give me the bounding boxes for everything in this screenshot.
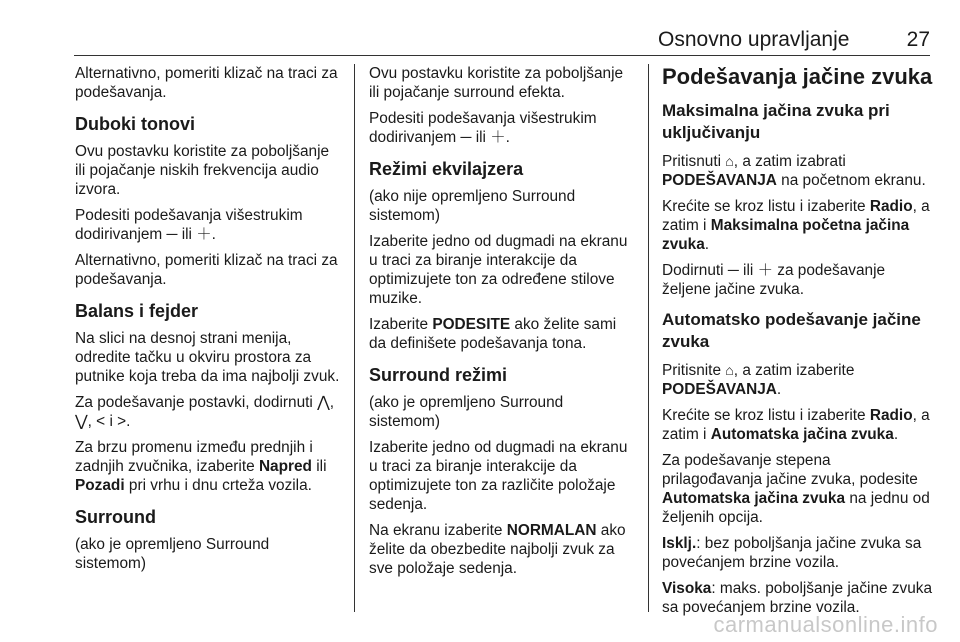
heading-rezimi-ekvilajzera: Režimi ekvilajzera	[369, 159, 524, 179]
column-divider-2	[648, 64, 649, 612]
paragraph	[662, 451, 934, 527]
option-radio: Radio	[869, 407, 913, 424]
paragraph: (ako nije opremljeno Surround sistemom)	[369, 188, 576, 224]
text: , a zatim i	[662, 407, 930, 443]
heading-maksimalna-jacina: Maksimalna jačina zvuka pri uključivanju	[662, 101, 890, 142]
text: Za brzu promenu između prednjih i zadnjih zvučnika, izaberite	[75, 439, 313, 475]
paragraph	[662, 361, 934, 399]
paragraph: Za podešavanje postavki, dodirnuti ⋀, ⋁, < i >.	[75, 394, 335, 430]
heading-podesavanja-jacine: Podešavanja jačine zvuka	[662, 64, 933, 89]
option-napred: Napred	[258, 458, 312, 475]
heading-duboki-tonovi: Duboki tonovi	[75, 114, 195, 134]
heading-surround: Surround	[75, 507, 156, 527]
text: .	[776, 381, 782, 398]
text: ili	[311, 458, 327, 475]
paragraph	[369, 315, 637, 353]
paragraph: Ovu postavku koristite za poboljšanje ili pojačanje surround efekta.	[369, 65, 624, 101]
text: na početnom ekranu.	[776, 172, 926, 189]
paragraph: (ako je opremljeno Surround sistemom)	[369, 394, 564, 430]
paragraph: Ovu postavku koristite za poboljšanje ili pojačanje niskih frekvencija audio izvora.	[75, 143, 330, 198]
option-normalan: NORMALAN	[506, 522, 597, 539]
paragraph: Podesiti podešavanja višestrukim dodirivanjem ─ ili ＋.	[75, 207, 303, 243]
home-icon: ⌂	[725, 362, 734, 378]
column-2	[369, 64, 637, 585]
option-radio: Radio	[869, 198, 913, 215]
header-divider	[74, 55, 930, 56]
heading-balans-fejder: Balans i fejder	[75, 301, 199, 321]
paragraph: (ako je opremljeno Surround sistemom)	[75, 536, 270, 572]
paragraph: Podesiti podešavanja višestrukim dodirivanjem ─ ili ＋.	[369, 110, 597, 146]
text: : bez poboljšanja jačine zvuka sa povećanjem brzine vozila.	[662, 535, 922, 571]
text: pri vrhu i dnu crteža vozila.	[124, 477, 312, 494]
text: ako želite da obezbedite najbolji zvuk za sve položaje sedenja.	[369, 522, 626, 577]
option-visoka: Visoka	[662, 580, 712, 597]
option-podesavanja: PODEŠAVANJA	[662, 172, 777, 189]
text: Za podešavanje stepena prilagođavanja jačine zvuka, podesite	[662, 452, 918, 488]
text: Krećite se kroz listu i izaberite	[662, 407, 870, 424]
text: Na ekranu izaberite	[369, 522, 507, 539]
heading-surround-rezimi: Surround režimi	[369, 365, 508, 385]
paragraph: Izaberite jedno od dugmadi na ekranu u traci za biranje interakcije da optimizujete ton za različite položaje sedenja.	[369, 439, 628, 513]
option-podesavanja: PODEŠAVANJA	[662, 381, 777, 398]
paragraph: Dodirnuti ─ ili ＋ za podešavanje željene jačine zvuka.	[662, 262, 886, 298]
paragraph: Alternativno, pomeriti klizač na traci za podešavanja.	[75, 252, 338, 288]
column-3	[662, 64, 934, 624]
paragraph	[662, 152, 934, 190]
paragraph	[662, 197, 934, 254]
section-title: Osnovno upravljanje	[658, 28, 850, 51]
text: .	[893, 426, 899, 443]
text: ako želite sami da definišete podešavanja tona.	[369, 316, 617, 352]
paragraph: Na slici na desnoj strani menija, odredite tačku u okviru prostora za putnike koja treba da ima najbolji zvuk.	[75, 330, 340, 385]
text: Izaberite	[369, 316, 433, 333]
option-automatska-jacina: Automatska jačina zvuka	[710, 426, 894, 443]
heading-automatsko-podesavanje: Automatsko podešavanje jačine zvuka	[662, 310, 921, 351]
text: , a zatim izaberite	[733, 362, 855, 379]
page-number: 27	[906, 28, 930, 51]
column-1	[75, 64, 343, 580]
option-maksimalna-pocetna: Maksimalna početna jačina zvuka	[662, 217, 910, 253]
column-divider-1	[354, 64, 355, 612]
paragraph	[662, 534, 934, 572]
text: na jednu od željenih opcija.	[662, 490, 930, 526]
paragraph	[75, 438, 343, 495]
watermark: carmanualsonline.info	[713, 612, 938, 637]
text: Pritisnuti	[662, 153, 726, 170]
option-podesite: PODESITE	[432, 316, 511, 333]
paragraph: Alternativno, pomeriti klizač na traci za podešavanja.	[75, 65, 338, 101]
text: Pritisnite	[662, 362, 726, 379]
text: : maks. poboljšanje jačine zvuka sa povećanjem brzine vozila.	[662, 580, 933, 616]
home-icon: ⌂	[725, 153, 734, 169]
option-automatska-jacina: Automatska jačina zvuka	[662, 490, 846, 507]
text: .	[704, 236, 710, 253]
option-pozadi: Pozadi	[75, 477, 125, 494]
text: Krećite se kroz listu i izaberite	[662, 198, 870, 215]
paragraph	[662, 406, 934, 444]
text: , a zatim izabrati	[733, 153, 846, 170]
paragraph: Izaberite jedno od dugmadi na ekranu u traci za biranje interakcije da optimizujete ton za određene stilove muzike.	[369, 233, 628, 307]
option-isklj: Isklj.	[662, 535, 697, 552]
text: , a zatim i	[662, 198, 930, 234]
page-header	[658, 28, 930, 52]
paragraph	[369, 521, 637, 578]
